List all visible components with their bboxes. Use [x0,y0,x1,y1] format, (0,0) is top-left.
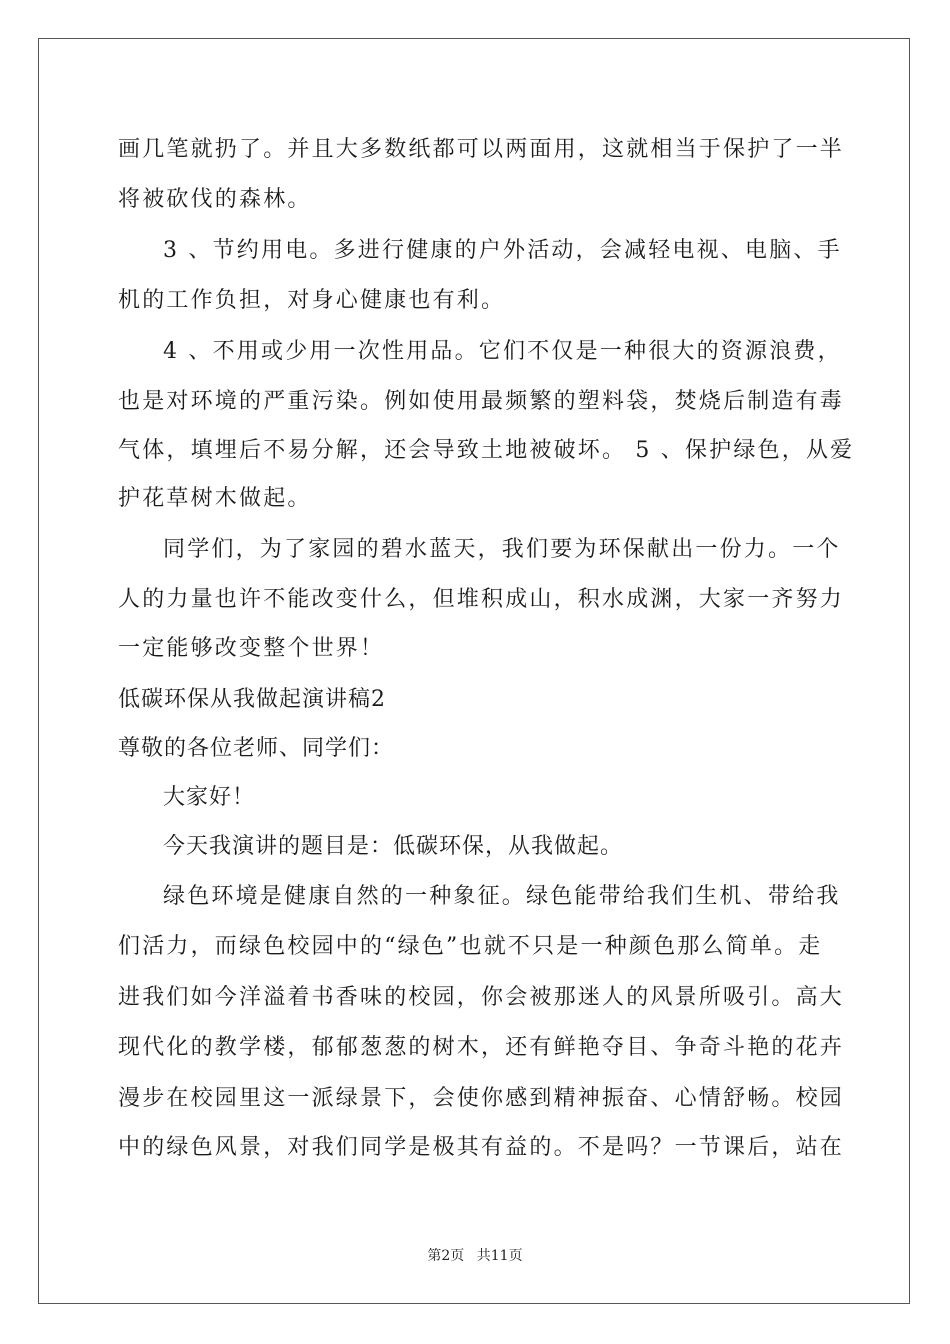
salutation: 尊敬的各位老师、同学们： [118,736,395,761]
body-line-8: 护花草树木做起。 [118,486,312,511]
page-total: 共11页 [476,1248,523,1264]
page-number: 第2页 [427,1248,465,1264]
page-footer [0,1247,950,1265]
body-line-16: 绿色环境是健康自然的一种象征。绿色能带给我们生机、带给我 [163,884,841,909]
body-line-9: 同学们，为了家园的碧水蓝天，我们要为环保献出一份力。一个 [163,537,841,562]
body-line-21: 中的绿色风景，对我们同学是极其有益的。不是吗？一节课后，站在 [118,1135,845,1160]
page-border [38,38,910,1304]
speech-topic: 今天我演讲的题目是：低碳环保，从我做起。 [163,834,624,859]
body-line-17: 们活力，而绿色校园中的“绿色”也就不只是一种颜色那么简单。走 [118,934,823,959]
body-line-7: 气体，填埋后不易分解，还会导致土地被破坏。 5 、保护绿色，从爱 [118,438,855,463]
body-line-4: 机的工作负担，对身心健康也有利。 [118,288,506,313]
body-line-5: 4 、不用或少用一次性用品。它们不仅是一种很大的资源浪费， [163,339,842,364]
body-line-19: 现代化的教学楼，郁郁葱葱的树木，还有鲜艳夺目、争奇斗艳的花卉 [118,1035,845,1060]
section-title: 低碳环保从我做起演讲稿2 [118,687,386,712]
body-line-3: 3 、节约用电。多进行健康的户外活动，会减轻电视、电脑、手 [163,238,842,263]
body-line-11: 一定能够改变整个世界！ [118,636,385,661]
body-line-1: 画几笔就扔了。并且大多数纸都可以两面用，这就相当于保护了一半 [118,137,845,162]
body-line-18: 进我们如今洋溢着书香味的校园，你会被那迷人的风景所吸引。高大 [118,985,845,1010]
greeting: 大家好！ [163,785,256,810]
body-line-10: 人的力量也许不能改变什么，但堆积成山，积水成渊，大家一齐努力 [118,587,845,612]
body-line-6: 也是对环境的严重污染。例如使用最频繁的塑料袋，焚烧后制造有毒 [118,389,845,414]
body-line-20: 漫步在校园里这一派绿景下，会使你感到精神振奋、心情舒畅。校园 [118,1086,845,1111]
body-line-2: 将被砍伐的森林。 [118,187,312,212]
